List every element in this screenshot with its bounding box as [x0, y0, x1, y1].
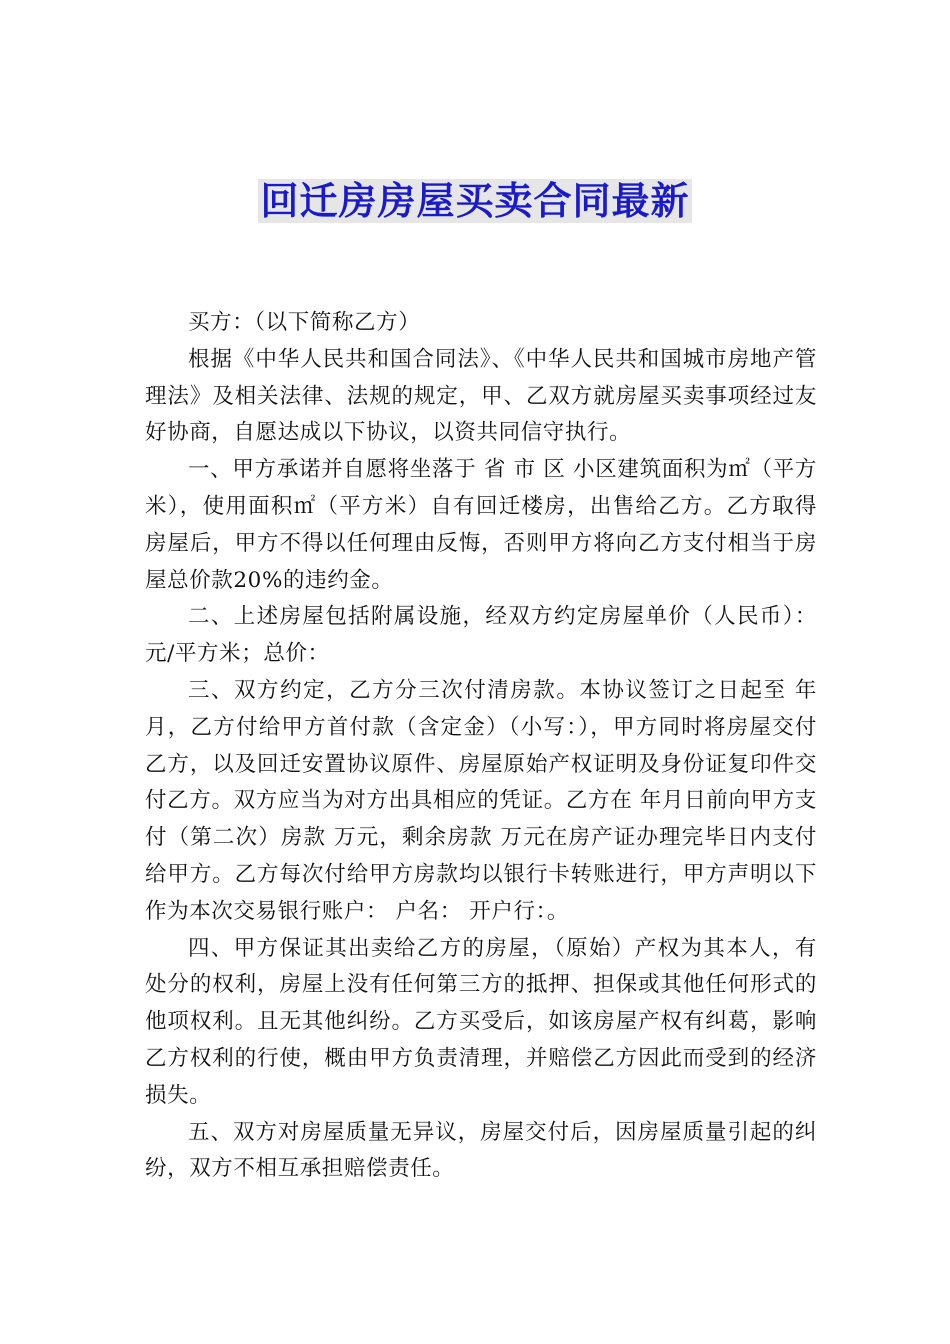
document-title-text: 回迁房房屋买卖合同最新 — [260, 179, 690, 223]
document-title — [0, 178, 950, 224]
paragraph-clause-1: 一、甲方承诺并自愿将坐落于 省 市 区 小区建筑面积为㎡（平方米），使用面积㎡（平方米）自有回迁楼房，出售给乙方。乙方取得房屋后，甲方不得以任何理由反悔，否则甲方将向乙方支付相当于房屋总价款20%的违约金。 — [145, 457, 817, 593]
paragraph-clause-4: 四、甲方保证其出卖给乙方的房屋，（原始）产权为其本人，有处分的权利，房屋上没有任何第三方的抵押、担保或其他任何形式的他项权利。且无其他纠纷。乙方买受后，如该房屋产权有纠葛，影响乙方权利的行使，概由甲方负责清理，并赔偿乙方因此而受到的经济损失。 — [145, 935, 817, 1108]
paragraph-buyer: 买方：（以下简称乙方） — [188, 310, 421, 335]
paragraph-clause-5: 五、双方对房屋质量无异议，房屋交付后，因房屋质量引起的纠纷，双方不相互承担赔偿责任。 — [145, 1119, 817, 1182]
paragraph-clause-2: 二、上述房屋包括附属设施，经双方约定房屋单价（人民币）：元/平方米；总价： — [145, 604, 817, 667]
paragraph-clause-3: 三、双方约定，乙方分三次付清房款。本协议签订之日起至 年月，乙方付给甲方首付款（含定金）（小写：），甲方同时将房屋交付乙方，以及回迁安置协议原件、房屋原始产权证明及身份证复印件交付乙方。双方应当为对方出具相应的凭证。乙方在 年月日前向甲方支付（第二次）房款 万元，剩余房款 万元在房产证办理完毕日内支付给甲方。乙方每次付给甲方房款均以银行卡转账进行，甲方声明以下作为本次交易银行账户： 户名： 开户行：。 — [145, 677, 817, 924]
document-body — [145, 305, 817, 1188]
paragraph-preamble: 根据《中华人民共和国合同法》、《中华人民共和国城市房地产管理法》及相关法律、法规的规定，甲、乙双方就房屋买卖事项经过友好协商，自愿达成以下协议，以资共同信守执行。 — [145, 346, 817, 446]
